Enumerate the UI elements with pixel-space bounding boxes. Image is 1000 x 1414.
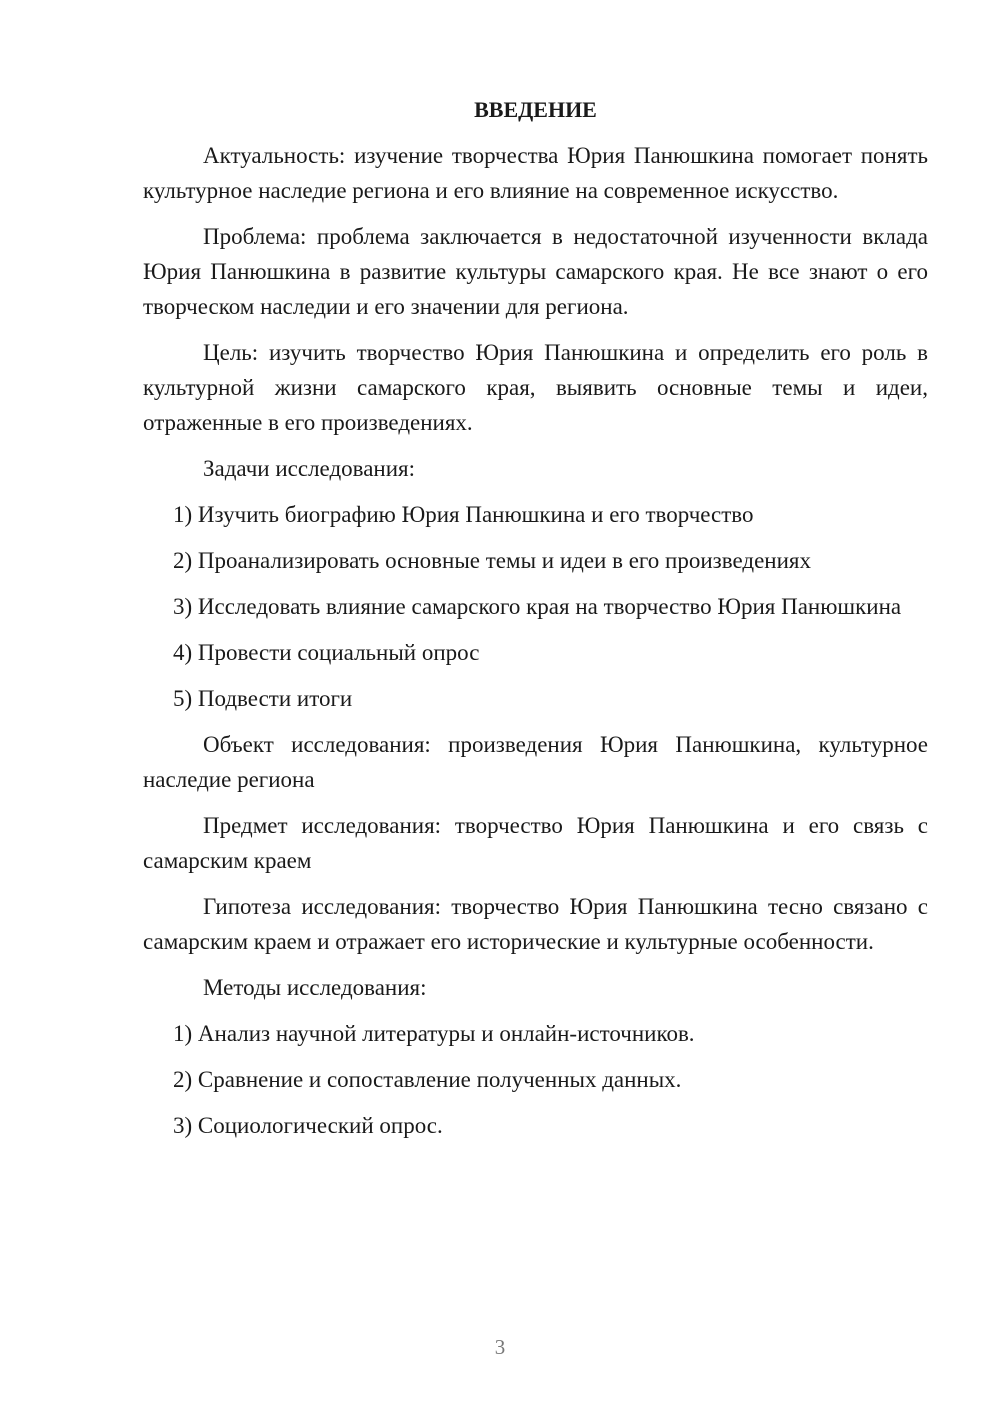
subject-paragraph: Предмет исследования: творчество Юрия Панюшкина и его связь с самарским краем [143,813,928,873]
page-title: ВВЕДЕНИЕ [474,97,597,122]
method-item: 3) Социологический опрос. [173,1113,443,1138]
method-item: 2) Сравнение и сопоставление полученных данных. [173,1067,682,1092]
object-paragraph: Объект исследования: произведения Юрия Панюшкина, культурное наследие региона [143,732,928,792]
task-item: 4) Провести социальный опрос [173,640,480,665]
page-number: 3 [494,1335,506,1359]
task-item: 1) Изучить биографию Юрия Панюшкина и его творчество [173,502,754,527]
method-item: 1) Анализ научной литературы и онлайн-источников. [173,1021,695,1046]
goal-paragraph: Цель: изучить творчество Юрия Панюшкина и определить его роль в культурной жизни самарского края, выявить основные темы и идеи, отраженные в его произведениях. [143,340,928,435]
tasks-heading: Задачи исследования: [203,456,416,481]
page-content [143,92,928,1154]
methods-heading: Методы исследования: [203,975,427,1000]
task-item: 3) Исследовать влияние самарского края на творчество Юрия Панюшкина [173,594,902,619]
hypothesis-paragraph: Гипотеза исследования: творчество Юрия Панюшкина тесно связано с самарским краем и отражает его исторические и культурные особенности. [143,894,928,954]
relevance-paragraph: Актуальность: изучение творчества Юрия Панюшкина помогает понять культурное наследие региона и его влияние на современное искусство. [143,143,928,203]
task-item: 2) Проанализировать основные темы и идеи в его произведениях [173,548,811,573]
task-item: 5) Подвести итоги [173,686,353,711]
problem-paragraph: Проблема: проблема заключается в недостаточной изученности вклада Юрия Панюшкина в развитие культуры самарского края. Не все знают о его творческом наследии и его значении для региона. [143,224,928,319]
